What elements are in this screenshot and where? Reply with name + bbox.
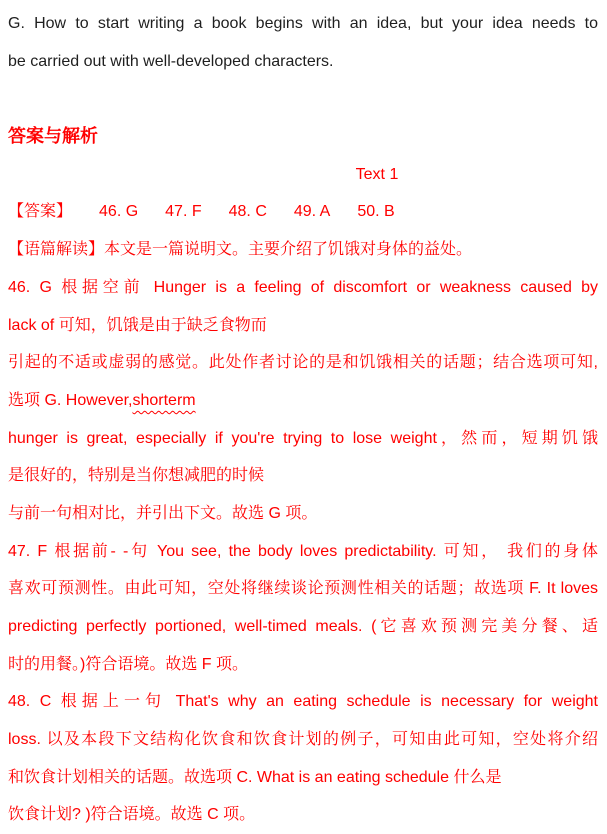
answer-item-49: 49. A [293,203,331,221]
answer-item-47: 47. F [165,203,202,221]
answer-item-48: 48. C [228,203,267,221]
explanation-46-line-6: 是很好的，特别是当你想减肥的时候 [8,467,265,485]
explanation-46-line-4-prefix: 选项 G. However, [8,391,133,409]
explanation-48-line-1: 48. C 根据上一句 That's why an eating schedule is necessary for weight [8,693,598,711]
answers-section-heading: 答案与解析 [8,126,98,147]
passage-analysis: 【语篇解读】本文是一篇说明文。主要介绍了饥饿对身体的益处。 [8,241,473,259]
explanation-47-line-4: 时的用餐。)符合语境。故选 F 项。 [8,655,248,673]
explanation-46-line-4 [8,382,598,420]
explanation-48-line-2: loss. 以及本段下文结构化饮食和饮食计划的例子，可知由此可知，空处将介绍 [8,731,598,749]
misspelled-word-shorterm: shorterm [132,391,196,409]
explanation-47-line-3: predicting perfectly portioned, well-timed meals. (它喜欢预测完美分餐、适 [8,618,598,635]
explanation-48-line-4: 饮食计划? )符合语境。故选 C 项。 [8,806,256,824]
explanation-46-line-5: hunger is great, especially if you're trying to lose weight，然而，短期饥饿 [8,429,598,447]
blank-line [8,80,598,118]
answers-label: 【答案】 [8,203,73,221]
intro-line-1: G. How to start writing a book begins with an idea, but your idea needs to [8,15,598,32]
answer-item-46: 46. G [99,203,139,221]
explanation-47-line-2: 喜欢可预测性。由此可知，空处将继续谈论预测性相关的话题；故选项 F. It loves [8,580,598,598]
intro-line-2: be carried out with well-developed characters. [8,52,334,70]
answer-item-50: 50. B [357,203,395,221]
text1-subtitle: Text 1 [355,165,399,183]
explanation-48-line-3: 和饮食计划相关的话题。故选项 C. What is an eating schedule 什么是 [8,768,502,786]
explanation-47-line-1: 47. F 根据前- -句 You see, the body loves predictability. 可知， 我们的身体 [8,542,598,560]
explanation-46-line-1: 46. G 根据空前 Hunger is a feeling of discomfort or weakness caused by [8,278,598,296]
answer-summary-row [8,193,598,231]
explanation-46-line-2: lack of 可知，饥饿是由于缺乏食物而 [8,316,267,334]
explanation-46-line-7: 与前一句相对比，并引出下文。故选 G 项。 [8,504,318,522]
explanation-46-line-3: 引起的不适或虚弱的感觉。此处作者讨论的是和饥饿相关的话题；结合选项可知, [8,354,598,372]
